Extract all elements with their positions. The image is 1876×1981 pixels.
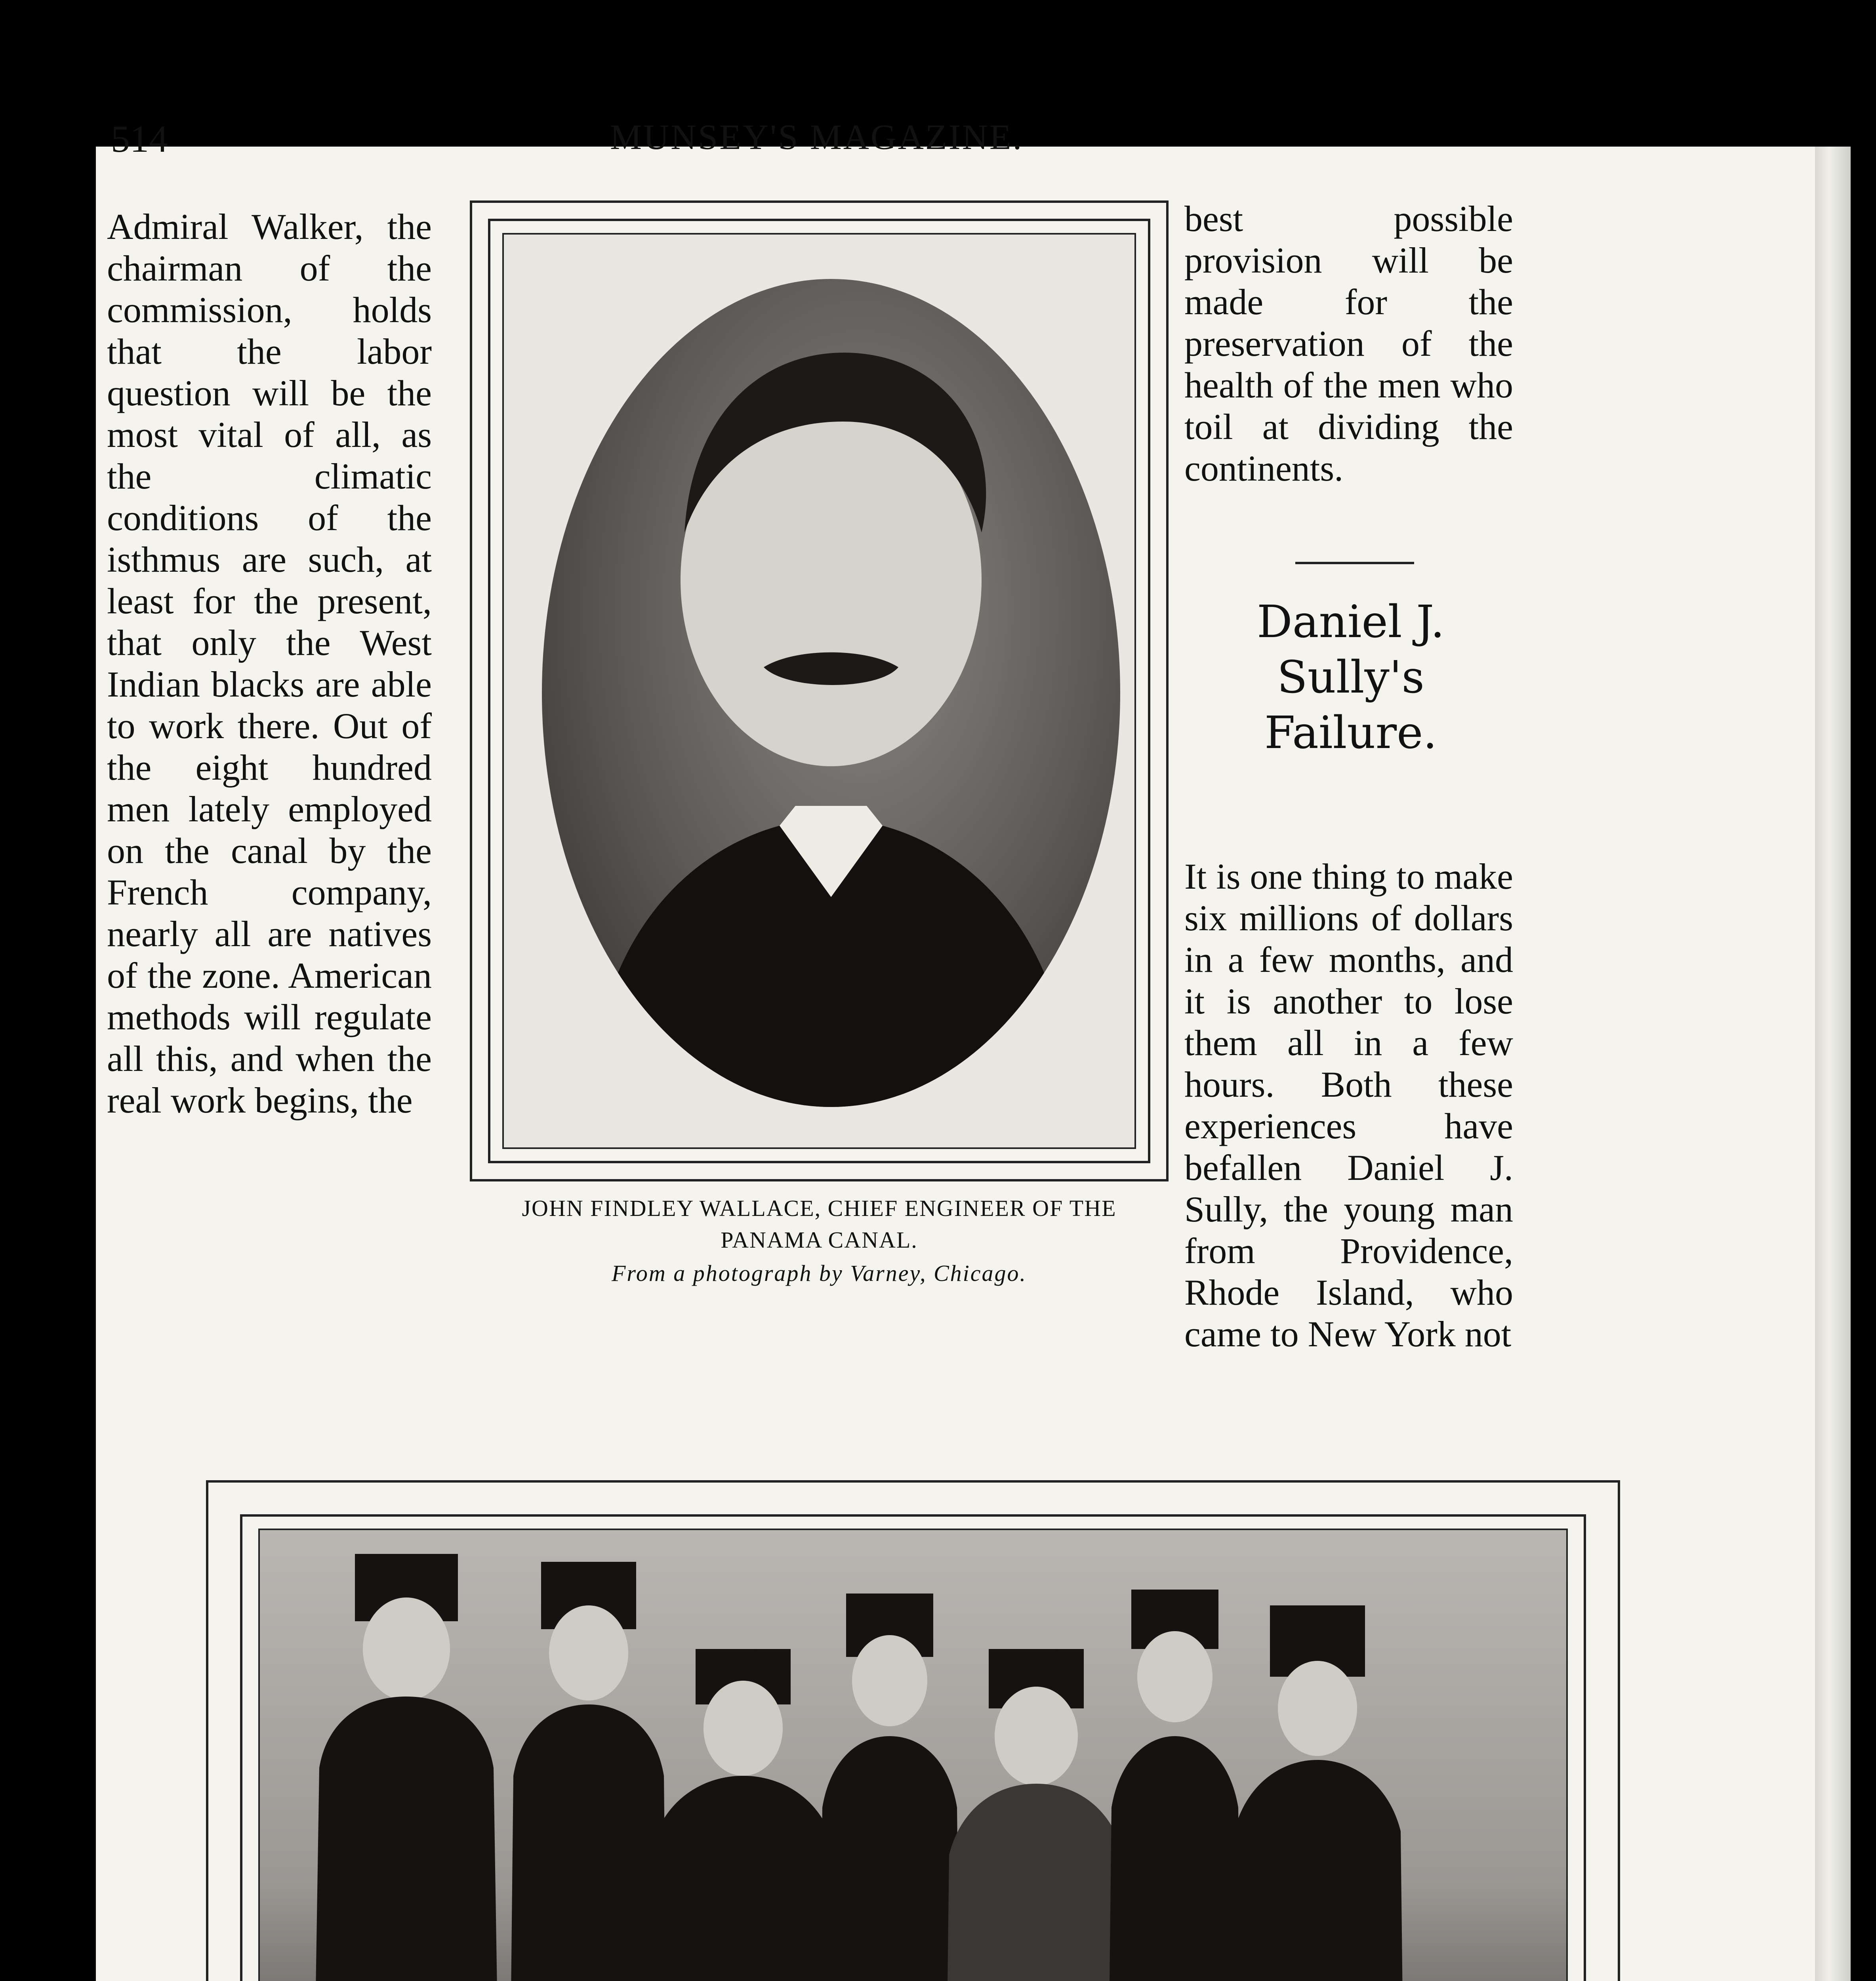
figure-7 (1226, 1605, 1409, 1981)
portrait-border (488, 219, 1150, 1163)
figure-1 (307, 1554, 505, 1981)
section-heading: Daniel J. Sully's Failure. (1256, 596, 1445, 759)
portrait-mat (502, 233, 1136, 1149)
running-head: MUNSEY'S MAGAZINE. (610, 118, 1024, 157)
article-right-column-top: best possible provision will be made for the preservation of the health of the men who toil at dividing the continents. (1184, 198, 1513, 489)
portrait-figure (542, 279, 1120, 1107)
article-right-column-bottom: It is one thing to make six millions of dollars in a few months, and it is another to lose them all in a few hours. Both these experiences have befallen Daniel J. Sully, the young man from Providence, Rhode Island, who came to New York not (1184, 856, 1513, 1354)
group-photo (258, 1529, 1568, 1981)
group-photo-frame (206, 1480, 1620, 1981)
figure-5 (941, 1649, 1131, 1981)
figure-6 (1104, 1590, 1246, 1981)
portrait-photo (542, 279, 1120, 1107)
portrait-credit: From a photograph by Varney, Chicago. (611, 1260, 1027, 1286)
group-figures (260, 1530, 1542, 1981)
portrait-frame (470, 200, 1169, 1181)
portrait-caption: JOHN FINDLEY WALLACE, CHIEF ENGINEER OF THE PANAMA CANAL. (522, 1195, 1117, 1253)
section-divider (1295, 562, 1414, 564)
group-photo-border (240, 1514, 1586, 1981)
page-number: 514 (111, 118, 168, 160)
figure-3 (640, 1649, 846, 1981)
facing-page-edge (1815, 147, 1851, 1981)
article-left-column: Admiral Walker, the chairman of the commission, holds that the labor question will be the most vital of all, as the climatic conditions of the isthmus are such, at least for the present, that only the West Indian blacks are able to work there. Out of the eight hundred men lately employed on the canal by the French company, nearly all are natives of the zone. American methods will regulate all this, and when the real work begins, the (107, 206, 432, 1120)
figure-2 (505, 1562, 672, 1981)
figure-4 (814, 1594, 965, 1981)
